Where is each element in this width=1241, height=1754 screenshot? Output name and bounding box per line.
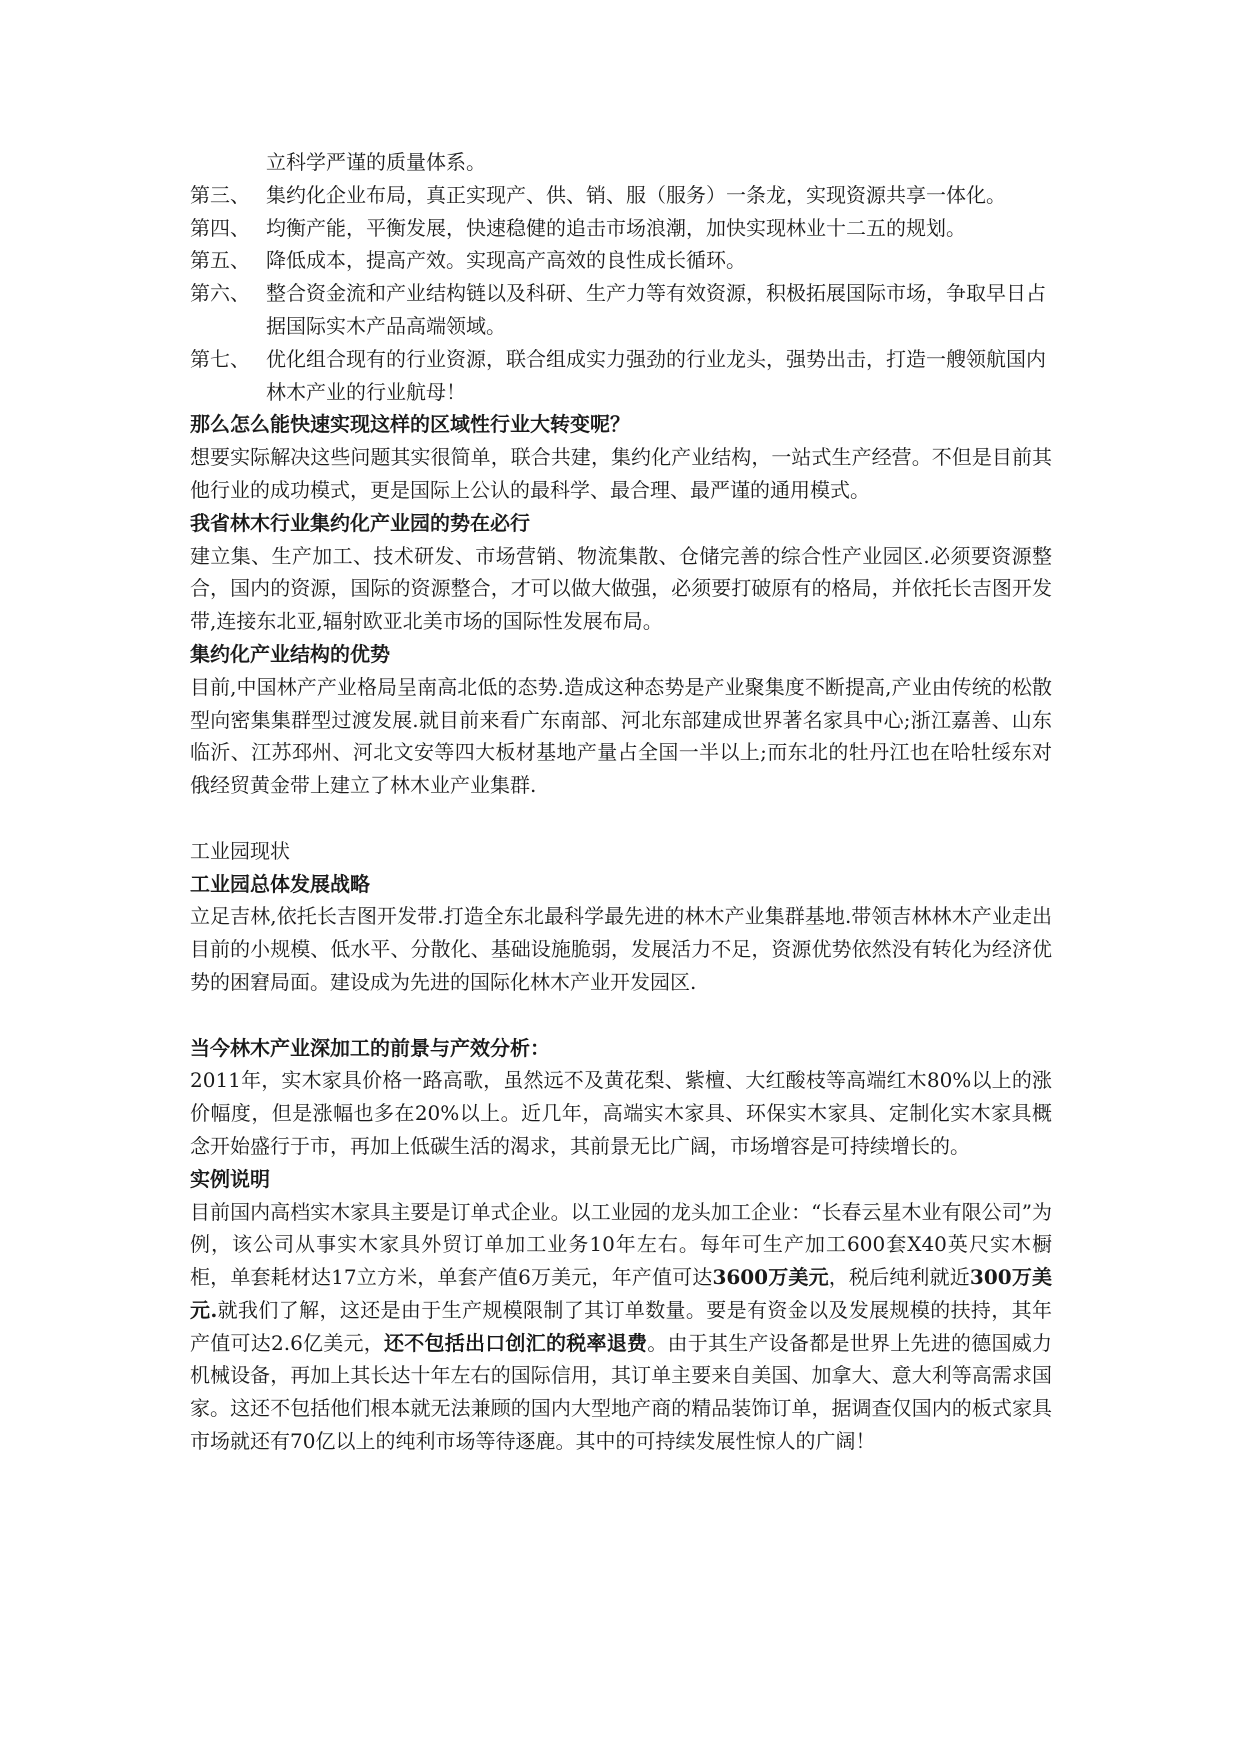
list-item-number: 第三、	[190, 182, 250, 207]
paragraph-text: 就我们了解，这还是由于生产规模限制了其订单数量。要是有资金以及发展规模的扶持，其年产值可达2.6亿美元，	[190, 1297, 1053, 1355]
section-paragraph: 立足吉林,依托长吉图开发带.打造全东北最科学最先进的林木产业集群基地.带领吉林林木产业走出目前的小规模、低水平、分散化、基础设施脆弱，发展活力不足，资源优势依然没有转化为经济优势的困窘局面。建设成为先进的国际化林木产业开发园区.	[190, 904, 1052, 994]
paragraph-text: 目前国内高档实木家具主要是订单式企业。以工业园的龙头加工企业：“长春云星木业有限公司”为例，该公司从事实木家具外贸订单加工业务10年左右。每年可生产加工600套X40英尺实木橱柜，单套耗材达17立方米，单套产值6万美元，年产值可达	[190, 1199, 1052, 1290]
list-continuation: 立科学严谨的质量体系。	[266, 150, 486, 174]
bold-phrase: 还不包括出口创汇的税率退费	[384, 1330, 648, 1355]
section-heading: 实例说明	[190, 1166, 270, 1191]
paragraph-text: 。由于其生产设备都是世界上先进的德国威力机械设备，再加上其长达十年左右的国际信用，其订单主要来自美国、加拿大、意大利等高需求国家。这还不包括他们根本就无法兼顾的国内大型地产商的精品装饰订单，据调查仅国内的板式家具市场就还有70亿以上的纯利市场等待逐鹿。其中的可持续发展性惊人的广阔！	[190, 1330, 1053, 1454]
list-item-number: 第七、	[190, 346, 250, 371]
list-item	[190, 343, 1052, 409]
list-item	[190, 212, 1052, 245]
list-item	[190, 277, 1052, 343]
section-paragraph: 目前,中国林产产业格局呈南高北低的态势.造成这种态势是产业聚集度不断提高,产业由传统的松散型向密集集群型过渡发展.就目前来看广东南部、河北东部建成世界著名家具中心;浙江嘉善、山东临沂、江苏邳州、河北文安等四大板材基地产量占全国一半以上;而东北的牡丹江也在哈牡绥东对俄经贸黄金带上建立了林木业产业集群.	[190, 674, 1052, 798]
list-item-text: 均衡产能，平衡发展，快速稳健的追击市场浪潮，加快实现林业十二五的规划。	[266, 215, 966, 240]
section-heading: 当今林木产业深加工的前景与产效分析：	[190, 1035, 550, 1060]
spacer	[190, 999, 1052, 1032]
section-heading: 那么怎么能快速实现这样的区域性行业大转变呢？	[190, 412, 630, 437]
list-item-text: 降低成本，提高产效。实现高产高效的良性成长循环。	[266, 248, 746, 273]
list-item-text: 集约化企业布局，真正实现产、供、销、服（服务）一条龙，实现资源共享一体化。	[266, 182, 1006, 207]
section-paragraph	[190, 1196, 1052, 1458]
list-item-number: 第五、	[190, 248, 250, 273]
section-heading: 集约化产业结构的优势	[190, 641, 390, 666]
page-content	[190, 146, 1052, 1458]
list-item-number: 第四、	[190, 215, 250, 240]
bold-figure: 300万美元.	[190, 1265, 1052, 1322]
spacer	[190, 802, 1052, 835]
section-paragraph: 建立集、生产加工、技术研发、市场营销、物流集散、仓储完善的综合性产业园区.必须要资源整合，国内的资源，国际的资源整合，才可以做大做强，必须要打破原有的格局，并依托长吉图开发带,连接东北亚,辐射欧亚北美市场的国际性发展布局。	[190, 543, 1052, 634]
list-item	[190, 179, 1052, 212]
list-item-number: 第六、	[190, 281, 250, 306]
list-item-text: 整合资金流和产业结构链以及科研、生产力等有效资源，积极拓展国际市场，争取早日占据国际实木产品高端领域。	[266, 281, 1046, 338]
paragraph-text: ，税后纯利就近	[828, 1265, 970, 1290]
list-item-text: 优化组合现有的行业资源，联合组成实力强劲的行业龙头，强势出击，打造一艘领航国内林木产业的行业航母！	[266, 346, 1046, 404]
section-paragraph: 想要实际解决这些问题其实很简单，联合共建，集约化产业结构，一站式生产经营。不但是目前其他行业的成功模式，更是国际上公认的最科学、最合理、最严谨的通用模式。	[190, 445, 1052, 502]
section-heading: 工业园总体发展战略	[190, 871, 370, 896]
section-title: 工业园现状	[190, 838, 290, 863]
bold-figure: 3600万美元	[712, 1265, 829, 1290]
list-item	[190, 244, 1052, 277]
section-heading: 我省林木行业集约化产业园的势在必行	[190, 510, 530, 535]
section-paragraph: 2011年，实木家具价格一路高歌，虽然远不及黄花梨、紫檀、大红酸枝等高端红木80%以上的涨价幅度，但是涨幅也多在20%以上。近几年，高端实木家具、环保实木家具、定制化实木家具概念开始盛行于市，再加上低碳生活的渴求，其前景无比广阔，市场增容是可持续增长的。	[190, 1068, 1052, 1158]
